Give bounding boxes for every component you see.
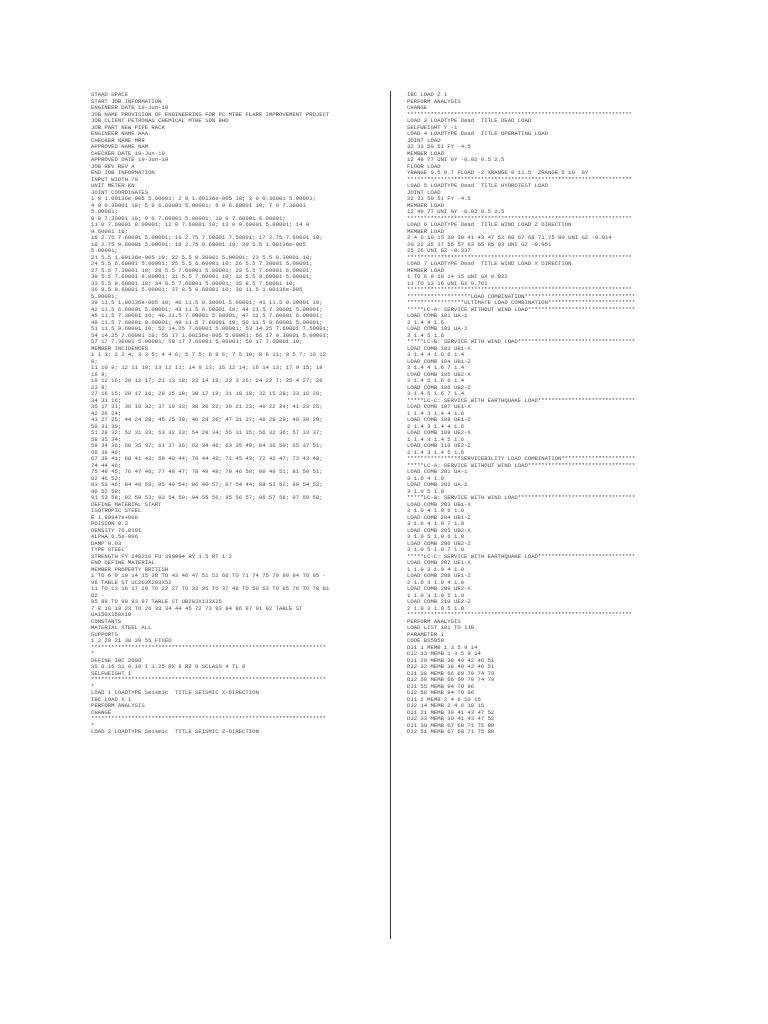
text-line: *****************ULTIMATE LOAD COMBINATION**************************: [407, 300, 636, 306]
text-line: END DEFINE MATERIAL: [91, 560, 155, 566]
text-line: 3 1.4 4 1.6: [407, 319, 444, 326]
text-line: *: [91, 722, 95, 729]
text-line: MEMBER LOAD: [407, 150, 444, 157]
text-line: SUPPORTS: [91, 631, 118, 638]
text-line: PARAMETER 1: [407, 631, 444, 638]
text-line: 3 1.0 5 1.0 6 1.0: [407, 534, 465, 540]
text-line: DJ1 21 MEMB 39 41 43 47 52: [407, 709, 495, 716]
text-line: 96 TABLE ST UC203X203X52: [91, 579, 172, 586]
text-line: UNIT METER KN: [91, 183, 135, 189]
text-line: 82 46 52;: [91, 475, 122, 482]
text-line: IBC LOAD Z 1: [407, 92, 448, 98]
text-line: JOINT LOAD: [407, 137, 441, 144]
text-line: JOB NAME PROVISION OF ENGINEERING FOR PC MTBE FLARE IMPROVEMENT PROJECT: [91, 111, 330, 118]
text-line: *******************************************************************: [407, 254, 632, 261]
text-line: *******************LOAD COMBINATION*********************************: [407, 293, 636, 300]
text-line: DJ2 13 MEMB 1 3 5 9 14: [407, 651, 481, 657]
text-line: 32 33 50 51 FY -4.5: [407, 144, 471, 150]
text-line: DJ2 51 MEMB 67 68 71 75 80: [407, 729, 495, 735]
text-line: 3 1.4 5 1.6: [407, 332, 444, 339]
text-line: 18 2.75 9.60001 5.00001; 19 2.75 9.60001 10; 20 5.5 1.00136e-005: [91, 241, 306, 248]
text-line: DJ2 32 MEMB 38 40 42 46 51: [407, 664, 495, 670]
text-line: 51 28 32; 52 31 33; 53 32 33; 54 28 34; 55 31 35; 56 32 36; 57 33 37;: [91, 430, 323, 436]
text-line: 1 0 1.00136e-005 5.00001; 2 0 1.00136e-005 10; 3 0 0.30001 5.00001;: [91, 196, 316, 202]
text-line: *****LC-C: SERVICE WITH EARTHQUAKE LOAD*****************************: [407, 397, 636, 404]
text-line: 66 38 40;: [91, 449, 122, 456]
text-line: 33 5.5 9.60001 10; 34 8.5 7.60001 5.00001; 35 8.5 7.60001 10;: [91, 280, 296, 287]
text-line: 39 11.5 1.00136e-005 10; 40 11.5 0.30001 5.00001; 41 11.5 0.30001 10;: [91, 300, 323, 306]
text-line: LOAD COMB 201 UA-1: [407, 469, 468, 475]
text-line: 51 11.5 9.60001 10; 52 14.25 7.60001 5.00001; 53 14.25 7.60001 7.50001;: [91, 326, 330, 332]
text-line: LOAD COMB 202 UA-2: [407, 482, 468, 488]
text-line: 11 0 7.60001 8.00001; 12 0 7.60001 10; 13 0 9.60001 5.00001; 14 0: [91, 222, 310, 228]
text-line: 27 16 15; 28 17 16; 29 15 18; 30 17 19; 31 19 18; 32 15 28; 33 16 29;: [91, 391, 323, 397]
text-line: LOAD COMB 203 UB1-X: [407, 501, 471, 508]
text-line: 36 8.5 9.60001 5.00001; 37 8.5 9.60001 10; 38 11.5 1.00136e-005: [91, 287, 303, 293]
text-line: *******************************************************************: [407, 176, 632, 183]
text-line: PERFORM ANALYSIS: [91, 703, 145, 709]
text-line: 12 49 77 UNI GY -0.92 0.5 2.5: [407, 209, 505, 215]
text-line: 3 1.0 5 1.0: [407, 488, 444, 495]
text-line: 11 TO 13 16 17 20 TO 22 27 TO 32 35 TO 37 48 TO 50 53 TO 65 76 TO 78 81: [91, 586, 330, 592]
text-line: 9.60001 10;: [91, 228, 128, 235]
text-line: CHANGE: [91, 709, 112, 716]
text-line: *****LC-C: SERVICE WITH EARTHQUAKE LOAD*****************************: [407, 553, 636, 560]
text-line: LOAD COMB 209 UE2-X: [407, 586, 471, 592]
text-line: 4 0 0.30001 10; 5 0 6.60001 5.00001; 6 0 6.60001 10; 7 0 7.30001: [91, 202, 306, 209]
text-line: LOAD COMB 205 UB2-X: [407, 527, 471, 534]
text-line: 16 9;: [91, 371, 108, 378]
text-line: LOAD 7 LOADTYPE Dead TITLE WIND LOAD X DIRECTION: [407, 261, 572, 267]
text-line: LOAD COMB 102 UA-2: [407, 326, 468, 332]
text-line: 3 1.4 5 1.6 6 1.4: [407, 378, 465, 384]
text-line: 12 49 77 UNI GY -0.92 0.5 2.5: [407, 157, 505, 163]
text-line: 1 1.4 3 1.4 5 1.6: [407, 436, 465, 443]
text-line: INPUT WIDTH 79: [91, 176, 138, 183]
text-line: 20 22 35 37 55 57 63 65 85 93 UNI GZ -0.951: [407, 241, 552, 248]
text-line: 5.00001;: [91, 248, 118, 254]
text-line: 3 1.0 4 1.0 7 1.0: [407, 521, 465, 527]
text-line: 21 5.5 1.00136e-005 10; 22 5.5 0.30001 5.00001; 23 5.5 0.30001 10;: [91, 254, 313, 261]
text-line: LOAD 6 LOADTYPE Dead TITLE WIND LOAD Z DIRECTION: [407, 222, 572, 228]
text-line: DJ1 20 MEMB 38 40 42 46 51: [407, 657, 495, 664]
text-line: *: [91, 651, 95, 657]
text-line: TYPE STEEL: [91, 547, 125, 553]
text-line: 42 11.5 6.60001 5.00001; 43 11.5 6.60001 10; 44 11.5 7.30001 5.00001;: [91, 306, 323, 313]
text-line: 91 53 58; 92 59 53; 93 54 59; 94 55 56; 95 56 57; 96 57 58; 97 59 58;: [91, 495, 323, 501]
text-line: CHECKER NAME MRR: [91, 137, 145, 144]
text-line: 3 1.0 4 1.0: [407, 475, 444, 482]
text-line: 19 12 16; 20 12 17; 21 13 18; 22 14 19; 23 3 26; 24 22 7; 25 4 27; 26: [91, 378, 323, 384]
text-line: POISSON 0.3: [91, 521, 128, 527]
text-line: 45 11.5 7.30001 10; 46 11.5 7.60001 5.00001; 47 11.5 7.60001 6.00001;: [91, 313, 323, 319]
text-line: **********************************************************************: [91, 677, 326, 683]
text-line: 5.00001;: [91, 209, 118, 215]
text-line: *****LC-A: SERVICE WITHOUT WIND LOAD********************************: [407, 462, 636, 469]
text-line: CODE BS5950: [407, 638, 444, 644]
text-line: IBC LOAD X 1: [91, 696, 132, 703]
text-line: 85 88 TO 90 93 97 TABLE ST UB203X133X25: [91, 599, 222, 605]
text-line: *******************************************************************: [407, 612, 632, 618]
text-line: DEFINE IBC 2006: [91, 657, 142, 664]
text-line: DJ1 2 MEMB 2 4 6 10 15: [407, 696, 481, 703]
text-line: APPROVED NAME NAM: [91, 144, 149, 150]
text-line: DJ2 50 MEMB 66 69 70 74 79: [407, 677, 495, 683]
text-line: LOAD COMB 210 UE2-Z: [407, 599, 471, 605]
text-line: **********************************************************************: [91, 716, 326, 722]
text-line: SELFWEIGHT 1: [91, 670, 132, 677]
text-line: *****LC-A: SERVICE WITHOUT WIND LOAD********************************: [407, 306, 636, 313]
text-line: PERFORM ANALYSIS: [407, 618, 461, 625]
text-line: 3 1.4 4 1.6 6 1.4: [407, 352, 465, 358]
text-line: 3 1.0 5 1.0 7 1.0: [407, 547, 465, 553]
text-line: LOAD COMB 206 UB2-Z: [407, 540, 471, 547]
text-line: LOAD 5 LOADTYPE Dead TITLE HYDROTEST LOAD: [407, 183, 548, 189]
text-line: LOAD COMB 103 UB1-X: [407, 345, 471, 352]
text-line: 1 1.4 3 1.4 4 1.6: [407, 410, 465, 417]
text-line: 83 53 46; 84 49 53; 85 49 54; 86 40 57; 87 54 44; 88 53 52; 89 54 53;: [91, 482, 323, 488]
text-line: ISOTROPIC STEEL: [91, 508, 142, 514]
text-line: 3 1.0 4 1.0 6 1.0: [407, 508, 465, 514]
text-line: DJ2 33 MEMB 39 41 43 47 52: [407, 716, 495, 722]
text-line: DAMP 0.03: [91, 540, 122, 547]
text-line: 7 8 18 19 23 TO 26 33 34 44 45 72 73 83 84 86 87 91 92 TABLE ST: [91, 605, 303, 612]
text-line: CHANGE: [407, 105, 428, 111]
text-line: JOB REV REV A: [91, 163, 135, 170]
text-line: 42 26 24;: [91, 410, 122, 417]
text-line: STAAD SPACE: [91, 92, 128, 98]
left-text-column: [91, 92, 373, 942]
text-line: DJ1 39 MEMB 67 68 71 75 80: [407, 722, 495, 729]
text-line: *: [91, 683, 95, 690]
text-line: 8;: [91, 358, 98, 365]
text-line: 3 1.4 4 1.6 7 1.4: [407, 365, 465, 371]
text-line: 1 TO 6 9 10 14 15 38 TO 43 46 47 51 52 66 TO 71 74 75 79 80 94 TO 95 -: [91, 573, 326, 579]
text-line: CHECKER DATE 19-Jun-19: [91, 150, 165, 157]
text-line: DJ1 1 MEMB 1 3 5 9 14: [407, 644, 478, 651]
text-line: 2 4 6 10 15 30 39 41 43 47 52 60 67 68 71 75 80 UNI GZ -0.914: [407, 235, 612, 241]
text-line: 8 0 7.30001 10; 9 0 7.60001 5.00001; 10 0 7.60001 6.00001;: [91, 215, 286, 222]
column-divider: [390, 91, 391, 939]
text-line: CONSTANTS: [91, 618, 122, 625]
text-line: ALPHA 6.5e-006: [91, 534, 138, 540]
text-line: LOAD COMB 207 UE1-X: [407, 560, 471, 566]
text-line: LOAD 4 LOADTYPE Dead TITLE OPERATING LOAD: [407, 131, 548, 137]
text-line: 2 1.0 3 1.0 5 1.0: [407, 605, 465, 612]
text-line: SS 0.16 S1 0.16 I 1.25 RX 8 RZ 8 SCLASS 4 TL 8: [91, 664, 246, 670]
text-line: JOB PART NEW PIPE RACK: [91, 124, 165, 131]
text-line: DENSITY 76.8191: [91, 527, 142, 534]
text-line: 1 1 3; 2 2 4; 3 3 5; 4 4 6; 5 7 5; 6 8 6; 7 5 10; 8 6 11; 9 5 7; 10 12: [91, 352, 326, 358]
text-line: 58 35 34;: [91, 436, 122, 443]
text-line: 30 5.5 7.60001 8.00001; 31 5.5 7.60001 10; 32 5.5 9.60001 5.00001;: [91, 274, 313, 280]
text-line: ****************SERVICEBILITY LOAD COMBINATION**********************: [407, 456, 636, 462]
text-line: 1 2 20 21 38 39 55 FIXED: [91, 638, 172, 644]
text-line: DJ2 58 MEMB 94 TO 96: [407, 690, 475, 696]
text-line: JOINT COORDINATES: [91, 189, 149, 196]
text-line: LOAD COMB 106 UB2-Z: [407, 384, 471, 391]
text-line: *****LC-B: SERVICE WITH WIND LOAD***********************************: [407, 339, 636, 345]
text-line: 35 17 31; 36 18 32; 37 19 33; 38 20 22; 39 21 23; 40 22 24; 41 23 25;: [91, 404, 323, 410]
text-line: LOAD COMB 204 UB1-Z: [407, 514, 471, 521]
text-line: DJ1 55 MEMB 94 TO 96: [407, 683, 475, 690]
text-line: 43 27 25; 44 24 28; 45 25 30; 46 28 26; 47 31 27; 48 29 28; 49 30 29;: [91, 417, 323, 423]
text-line: 1 1.0 3 1.0 4 1.0: [407, 566, 465, 573]
text-line: END JOB INFORMATION: [91, 170, 155, 176]
text-line: LOAD COMB 108 UE1-Z: [407, 417, 471, 423]
text-line: 75 49 45; 76 47 46; 77 48 47; 78 49 48; 79 46 50; 80 49 51; 81 50 51;: [91, 469, 323, 475]
text-line: DJ2 14 MEMB 2 4 6 10 15: [407, 703, 485, 709]
text-line: *******************************************************************: [407, 111, 632, 118]
text-line: E 1.99947e+008: [91, 514, 138, 521]
text-line: MEMBER LOAD: [407, 202, 444, 209]
text-line: JOB CLIENT PETRONAS CHEMICAL MTBE SDN BHD: [91, 118, 229, 124]
text-line: YRANGE 0.5 9.7 FLOAD -2 XRANGE 0 11.5 ZRANGE 5 10 GY: [407, 170, 589, 176]
text-line: 50 31 30;: [91, 423, 122, 430]
text-line: 48 11.5 7.60001 8.00001; 49 11.5 7.60001 10; 50 11.5 9.60001 5.00001;: [91, 319, 323, 326]
text-line: LOAD 2 LOADTYPE Seismic TITLE SEISMIC Z-DIRECTION: [91, 729, 259, 735]
text-line: START JOB INFORMATION: [91, 98, 162, 105]
text-line: LOAD COMB 107 UE1-X: [407, 404, 471, 410]
text-line: LOAD 1 LOADTYPE Seismic TITLE SEISMIC X-DIRECTION: [91, 690, 259, 696]
text-line: 27 5.5 7.30001 10; 28 5.5 7.60001 5.00001; 29 5.5 7.60001 6.00001;: [91, 267, 313, 274]
text-line: 74 44 46;: [91, 462, 122, 469]
text-line: *****LC-B: SERVICE WITH WIND LOAD***********************************: [407, 495, 636, 501]
text-line: 15 2.75 7.60001 5.00001; 16 2.75 7.60001 7.50001; 17 2.75 7.60001 10;: [91, 235, 323, 241]
text-line: 2 1.4 3 1.4 5 1.6: [407, 449, 465, 456]
text-line: APPROVED DATE 19-Jun-19: [91, 157, 169, 163]
text-line: 32 33 50 51 FY -4.5: [407, 196, 471, 202]
text-line: **********************************************************************: [91, 644, 326, 651]
text-line: LOAD COMB 105 UB2-X: [407, 371, 471, 378]
text-line: LOAD 3 LOADTYPE Dead TITLE DEAD LOAD: [407, 118, 532, 124]
text-line: SELFWEIGHT Y -1: [407, 124, 458, 131]
text-line: 54 14.25 7.60001 10; 55 17 1.00136e-005 5.00001; 56 17 0.30001 5.00001;: [91, 332, 330, 339]
text-line: DJ1 38 MEMB 66 69 70 74 79: [407, 670, 495, 677]
text-line: 34 31 16;: [91, 397, 122, 404]
text-line: STRENGTH FY 248210 FU 399894 RY 1.5 RT 1.2: [91, 553, 232, 560]
text-line: LOAD COMB 208 UE1-Z: [407, 573, 471, 579]
text-line: LOAD COMB 109 UE2-X: [407, 430, 471, 436]
text-line: LOAD COMB 110 UE2-Z: [407, 443, 471, 449]
text-line: ENGINEER NAME AAA: [91, 131, 149, 137]
text-line: 82 -: [91, 592, 105, 599]
text-line: DEFINE MATERIAL START: [91, 501, 162, 508]
text-line: 25 26 UNI GZ -0.337: [407, 248, 471, 254]
text-line: 11 TO 13 16 UNI GX 0.761: [407, 280, 488, 287]
text-line: FLOOR LOAD: [407, 163, 441, 170]
text-line: 23 8;: [91, 384, 108, 391]
text-line: LOAD COMB 101 UA-1: [407, 313, 468, 319]
text-line: MEMBER INCIDENCES: [91, 345, 149, 352]
text-line: 1 TO 6 9 10 14 15 UNI GX 0.822: [407, 274, 508, 280]
text-line: LOAD LIST 101 TO 110: [407, 625, 475, 631]
text-line: 67 39 41; 68 41 43; 69 40 44; 70 44 42; 71 45 43; 72 42 47; 73 43 48;: [91, 456, 323, 462]
text-line: ENGINEER DATE 19-Jun-19: [91, 105, 169, 111]
text-line: JOINT LOAD: [407, 189, 441, 196]
text-line: 11 10 9; 12 11 10; 13 12 11; 14 9 13; 15 12 14; 16 14 13; 17 9 15; 18: [91, 365, 323, 371]
text-line: UA150X150X10: [91, 612, 132, 618]
text-line: MEMBER PROPERTY BRITISH: [91, 566, 169, 573]
text-line: 5.00001;: [91, 293, 118, 300]
text-line: MEMBER LOAD: [407, 267, 444, 274]
text-line: 2 1.4 3 1.4 4 1.6: [407, 423, 465, 430]
text-line: 59 34 36; 60 35 37; 61 37 36; 62 34 46; 63 35 49; 64 36 50; 65 37 51;: [91, 443, 323, 449]
text-line: 90 52 58;: [91, 488, 122, 495]
text-line: LOAD COMB 104 UB1-Z: [407, 358, 471, 365]
text-line: *******************************************************************: [407, 215, 632, 222]
text-line: PERFORM ANALYSIS: [407, 98, 461, 105]
right-text-column: [407, 92, 675, 932]
text-line: 1 1.0 3 1.0 5 1.0: [407, 592, 465, 599]
text-line: MATERIAL STEEL ALL: [91, 625, 152, 631]
text-line: 2 1.0 3 1.0 4 1.0: [407, 579, 465, 586]
text-line: *******************************************************************: [407, 287, 632, 293]
text-line: 3 1.4 5 1.6 7 1.4: [407, 391, 465, 397]
text-line: 24 5.5 6.60001 5.00001; 25 5.5 6.60001 10; 26 5.5 7.30001 5.00001;: [91, 261, 313, 267]
text-line: MEMBER LOAD: [407, 228, 444, 235]
text-line: 57 17 7.30001 5.00001; 58 17 7.60001 5.00001; 59 17 7.60001 10;: [91, 339, 303, 345]
